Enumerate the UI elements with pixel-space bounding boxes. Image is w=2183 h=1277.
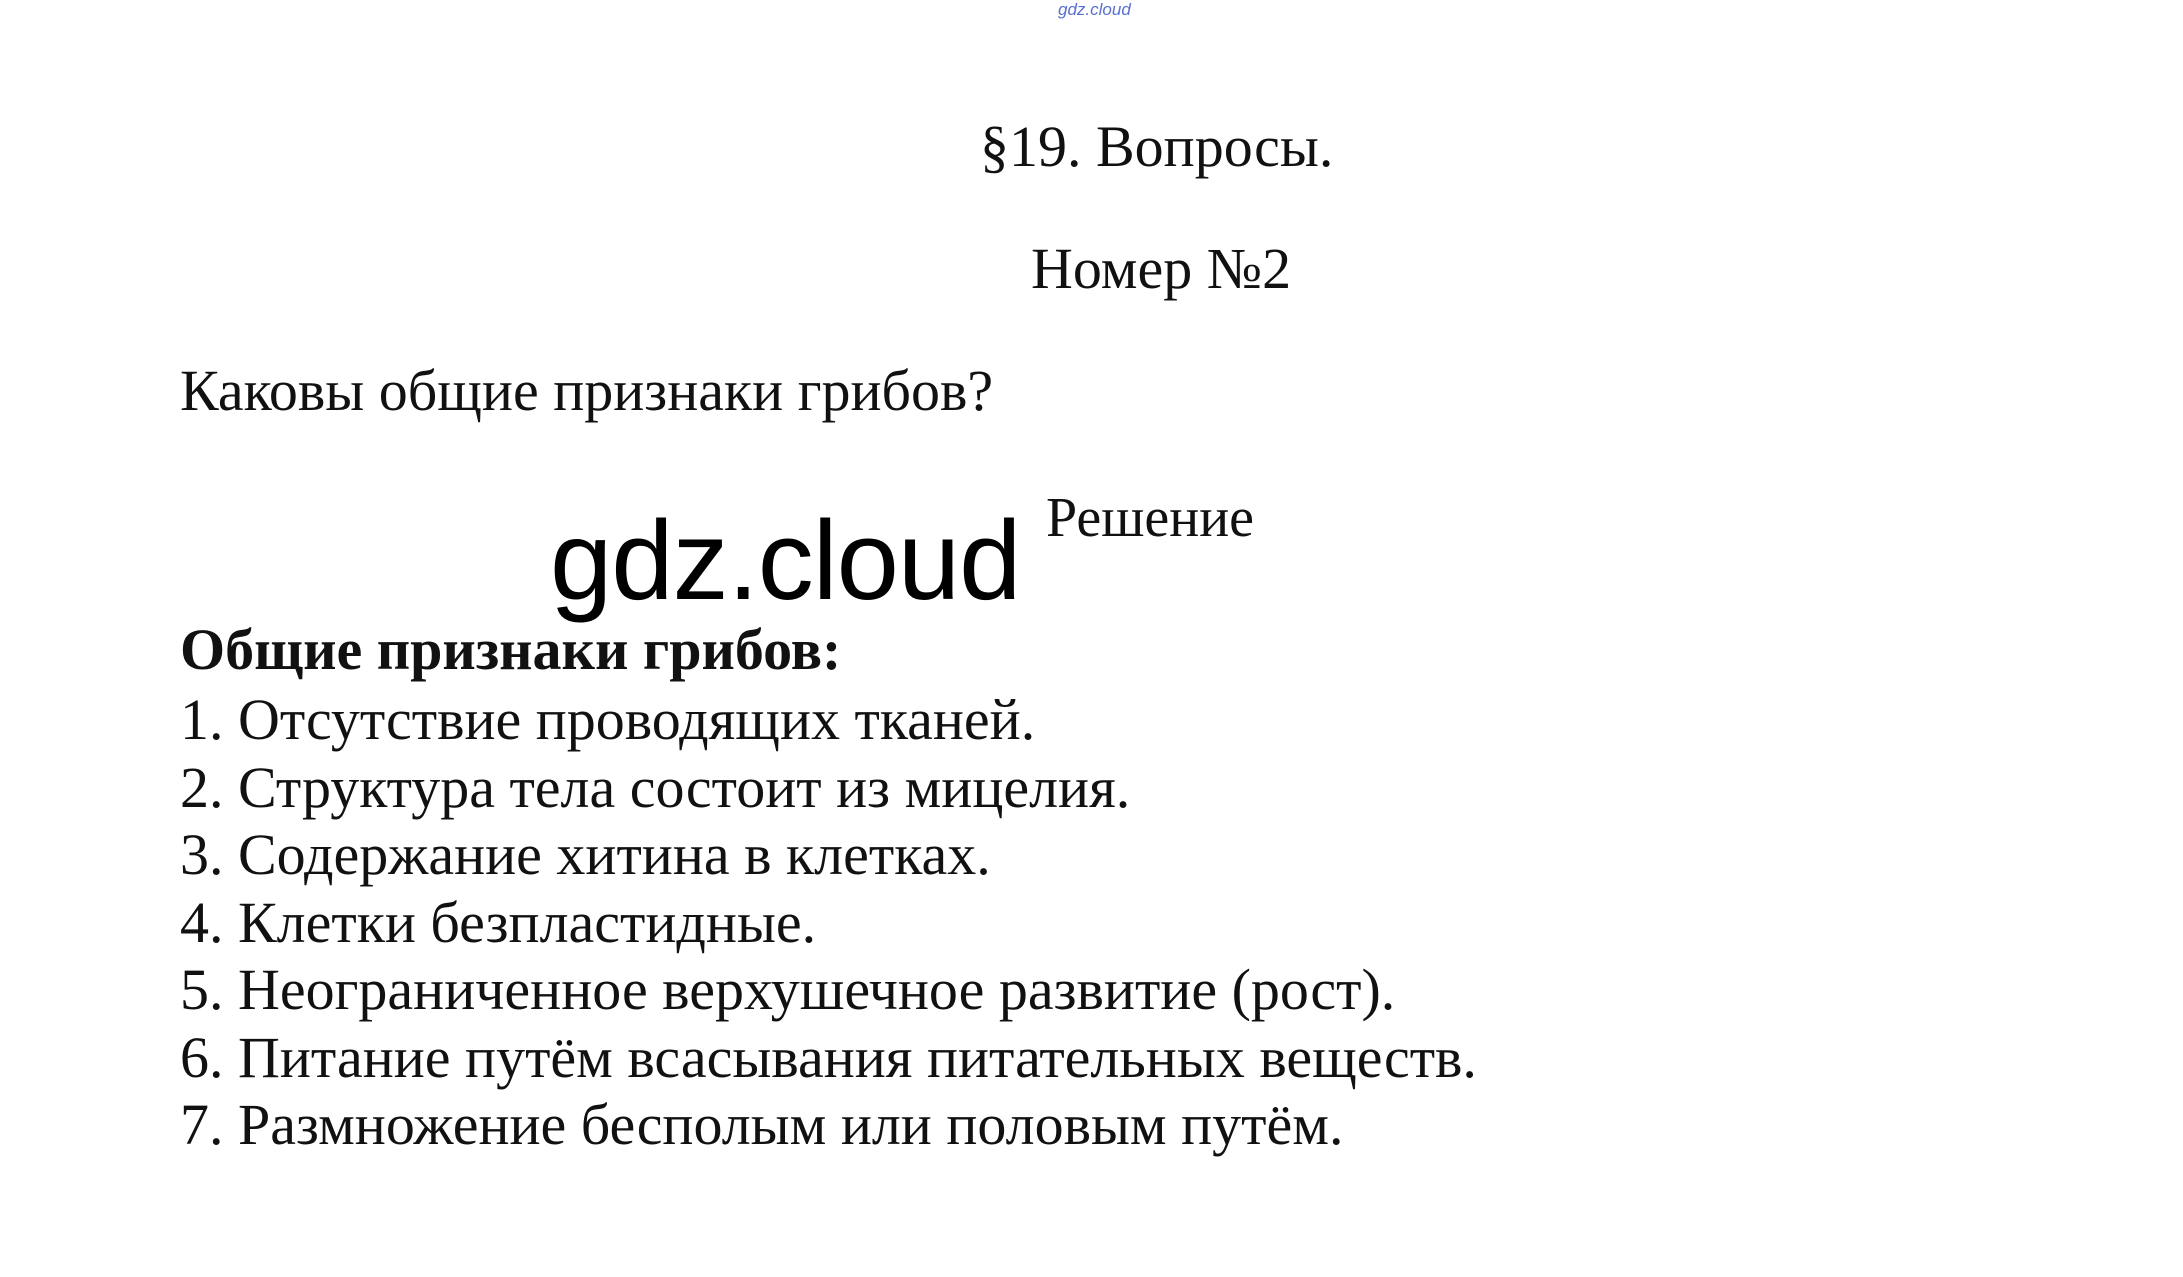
answer-list [180,686,1477,1159]
watermark-logo: gdz.cloud [550,498,1021,623]
answer-item: 1. Отсутствие проводящих тканей. [180,687,1036,752]
task-number: Номер №2 [1031,236,1292,301]
top-watermark-link: gdz.cloud [1058,0,1131,19]
answer-heading: Общие признаки грибов: [180,617,842,682]
answer-item: 7. Размножение бесполым или половым путём. [180,1092,1344,1157]
question-text: Каковы общие признаки грибов? [180,358,994,423]
section-heading: §19. Вопросы. [980,114,1334,179]
answer-item: 3. Содержание хитина в клетках. [180,822,991,887]
answer-item: 6. Питание путём всасывания питательных веществ. [180,1024,1477,1090]
answer-item: 5. Неограниченное верхушечное развитие (рост). [180,957,1396,1022]
answer-item: 2. Структура тела состоит из мицелия. [180,754,1131,820]
answer-item: 4. Клетки безпластидные. [180,889,817,955]
solution-label: Решение [1046,487,1255,549]
